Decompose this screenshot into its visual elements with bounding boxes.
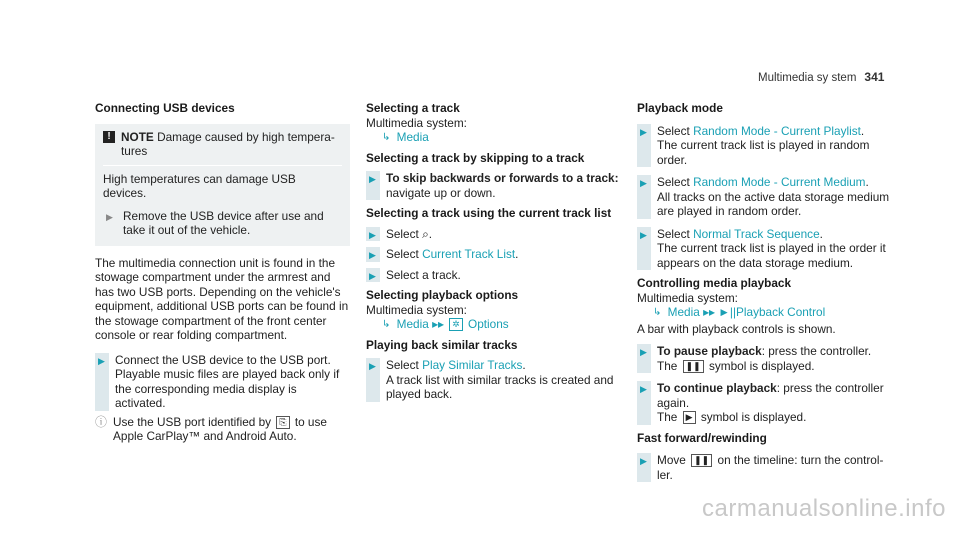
- usb-port-icon: ⎘: [276, 416, 289, 429]
- step-continue: ▶ To continue playback: press the controller again. The ▶ symbol is displayed.: [637, 381, 895, 425]
- page-header: [758, 70, 884, 84]
- step-arrow-icon: ▶: [640, 384, 647, 394]
- step-fast-forward: ▶ Move ❚❚ on the timeline: turn the control-ler.: [637, 453, 895, 482]
- page-number: 341: [864, 70, 885, 84]
- subdirectory-arrow-icon: ↳: [382, 132, 391, 143]
- nav-options-link[interactable]: Options: [468, 317, 509, 331]
- nav-media-link[interactable]: Media: [396, 130, 429, 144]
- note-body: High temperatures can damage USB devices.: [103, 171, 296, 200]
- heading-connecting-usb: Connecting USB devices: [95, 101, 235, 115]
- pause-icon: ❚❚: [691, 454, 712, 467]
- play-similar-tracks-link[interactable]: Play Similar Tracks: [422, 358, 523, 372]
- note-title: Damage caused by high tempera- tures: [121, 129, 335, 158]
- step-arrow-icon: ▶: [369, 361, 376, 371]
- tip: ⓘ Use the USB port identified by ⎘ to use Apple CarPlay™ and Android Auto.: [95, 414, 327, 443]
- step-random-playlist: ▶ Select Random Mode - Current Playlist. The current track list is played in random order.: [637, 124, 895, 168]
- heading-selecting-track: Selecting a track: [366, 101, 460, 115]
- step-arrow-icon: ▶: [98, 355, 105, 366]
- current-track-list-link[interactable]: Current Track List: [422, 247, 516, 261]
- double-chevron-icon: ▸▸: [703, 305, 715, 319]
- note-step: ▶ Remove the USB device after use and take it out of the vehicle.: [106, 208, 324, 237]
- step-arrow-icon: ▶: [640, 229, 647, 240]
- random-medium-link[interactable]: Random Mode - Current Medium: [693, 175, 866, 189]
- step-arrow-icon: ▶: [640, 126, 647, 137]
- step-similar-tracks: ▶ Select Play Similar Tracks. A track list with similar tracks is created and played back.: [366, 358, 621, 402]
- pause-icon: ❚❚: [683, 360, 704, 373]
- warning-x-icon: !: [103, 131, 115, 143]
- step-arrow-icon: ▶: [369, 229, 376, 240]
- step-arrow-icon: ▶: [369, 250, 376, 260]
- step-normal-sequence: ▶ Select Normal Track Sequence. The current track list is played in the order it appears on the data storage medium.: [637, 227, 895, 271]
- nav-media-link[interactable]: Media: [396, 317, 429, 331]
- note-box: [95, 124, 350, 246]
- gear-icon: ✲: [449, 318, 463, 331]
- step-random-medium: ▶ Select Random Mode - Current Medium. All tracks on the active data storage medium are played in random order.: [637, 175, 895, 219]
- step-connect: ▶ Connect the USB device to the USB port. Playable music files are played back only if the corresponding media display is activated.: [95, 353, 350, 411]
- nav-path-media: [366, 130, 621, 147]
- step-arrow-icon: ▶: [369, 174, 376, 184]
- intro-paragraph: The multimedia connection unit is found in the stowage compartment under the armrest and has two USB ports. Depending on the vehicle's equipment, additional USB ports can be found in the stowage compartment of the front center console or rear folding compartment.: [95, 255, 349, 342]
- step-arrow-icon: ▶: [640, 456, 647, 466]
- info-icon: ⓘ: [95, 414, 108, 429]
- note-label: NOTE: [121, 129, 154, 144]
- step-current-list: ▶ Select Current Track List.: [366, 247, 621, 262]
- column-1: [95, 101, 350, 444]
- step-pause: ▶ To pause playback: press the controller. The ❚❚ symbol is displayed.: [637, 344, 895, 373]
- normal-sequence-link[interactable]: Normal Track Sequence: [693, 226, 820, 241]
- watermark: carmanualsonline.info: [702, 495, 946, 522]
- random-playlist-link[interactable]: Random Mode - Current Playlist: [693, 123, 861, 138]
- search-icon[interactable]: ⌕: [422, 226, 429, 241]
- nav-playback-control-link[interactable]: ►||Playback Control: [718, 305, 826, 319]
- step-select-search: ▶ Select ⌕.: [366, 227, 621, 242]
- double-chevron-icon: ▸▸: [432, 317, 444, 331]
- subdirectory-arrow-icon: ↳: [653, 307, 662, 318]
- column-2: Selecting a track Multimedia system: ↳ Media Selecting a track by skipping to a track ▶ To skip backwards or forwards to a track: navigate up or down. Selecting a track using the current track list ▶ Select ⌕. ▶ Select Current Track List. ▶ Select a track. Selecting playback options Multimedia system: ↳ Media ▸▸ ✲ Options Playing back similar tracks ▶ Select Play Similar Tracks. A track list with similar tracks is created and played back.: [366, 101, 621, 402]
- step-arrow-icon: ▶: [640, 347, 647, 357]
- nav-media-link[interactable]: Media: [667, 305, 700, 319]
- column-3: Playback mode ▶ Select Random Mode - Current Playlist. The current track list is played in random order. ▶ Select Random Mode - Current Medium. All tracks on the active data storage medium are played in random order. ▶ Select Normal Track Sequence. The current track list is played in the order it appears on the data storage medium. Controlling media playback Multimedia system: ↳ Media ▸▸ ►||Playback Control A bar with playback controls is shown. ▶ To pause playback: press the controller. The ❚❚ symbol is displayed. ▶ To continue playback: press the controller again. The ▶ symbol is displayed. Fast forward/rewinding ▶ Move ❚❚ on the timeline: turn the control-ler.: [637, 101, 895, 482]
- step-skip: ▶ To skip backwards or forwards to a track: navigate up or down.: [366, 171, 621, 200]
- step-select-track: ▶ Select a track.: [366, 268, 621, 283]
- step-arrow-icon: ▶: [106, 211, 113, 222]
- section-title: Multimedia sy stem: [758, 72, 857, 84]
- play-icon: ▶: [683, 411, 696, 424]
- nav-path-playback: [637, 305, 895, 322]
- subdirectory-arrow-icon: ↳: [382, 319, 391, 330]
- step-arrow-icon: ▶: [369, 270, 376, 281]
- step-arrow-icon: ▶: [640, 178, 647, 188]
- nav-path-options: [366, 317, 621, 334]
